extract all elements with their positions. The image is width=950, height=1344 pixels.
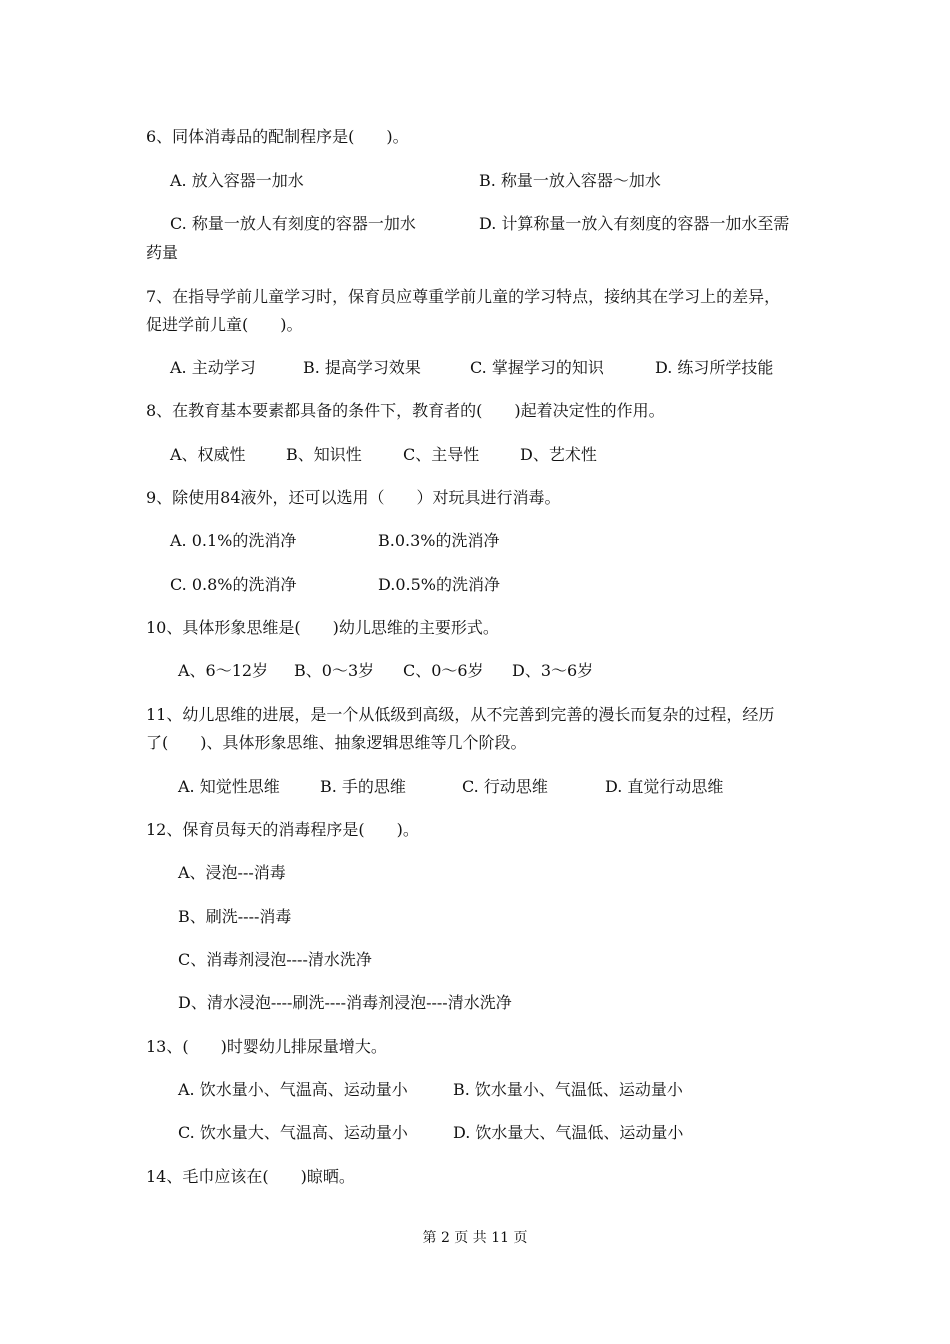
option: B.0.3%的洗消净 [378, 531, 500, 550]
page-number: 第 2 页 共 11 页 [422, 1230, 528, 1246]
option: C. 0.8%的洗消净 [170, 575, 297, 594]
option: B、知识性 [286, 445, 362, 464]
option: D. 直觉行动思维 [605, 777, 724, 796]
option: D. 练习所学技能 [655, 358, 774, 377]
option: B、刷洗----消毒 [178, 907, 292, 926]
question-14: 14、毛巾应该在( )晾晒。 [146, 1167, 355, 1186]
option: A、浸泡---消毒 [178, 863, 286, 882]
question-12: 12、保育员每天的消毒程序是( )。 [146, 820, 419, 839]
option: C、0～6岁 [403, 661, 484, 680]
option: A. 放入容器一加水 [170, 171, 304, 190]
question-8: 8、在教育基本要素都具备的条件下，教育者的( )起着决定性的作用。 [146, 401, 665, 420]
option: A. 0.1%的洗消净 [170, 531, 297, 550]
question-7: 7、在指导学前儿童学习时，保育员应尊重学前儿童的学习特点，接纳其在学习上的差异， [146, 287, 781, 306]
option: C. 掌握学习的知识 [470, 358, 604, 377]
option: B. 手的思维 [320, 777, 406, 796]
option: D、3～6岁 [512, 661, 594, 680]
option: C、消毒剂浸泡----清水洗净 [178, 950, 372, 969]
option: B. 称量一放入容器～加水 [479, 171, 661, 190]
option: A. 知觉性思维 [178, 777, 280, 796]
question-11: 11、幼儿思维的进展，是一个从低级到高级，从不完善到完善的漫长而复杂的过程，经历 [146, 705, 775, 724]
option: B. 提高学习效果 [303, 358, 421, 377]
question-10: 10、具体形象思维是( )幼儿思维的主要形式。 [146, 618, 499, 637]
option: C. 称量一放人有刻度的容器一加水 [170, 214, 416, 233]
question-11-continuation: 了( )、具体形象思维、抽象逻辑思维等几个阶段。 [146, 733, 527, 752]
option-continuation: 药量 [146, 243, 179, 262]
question-9: 9、除使用84液外，还可以选用（ ）对玩具进行消毒。 [146, 488, 561, 507]
option: A、权威性 [170, 445, 246, 464]
option: B. 饮水量小、气温低、运动量小 [453, 1080, 683, 1099]
option: C. 行动思维 [462, 777, 548, 796]
option: B、0～3岁 [294, 661, 375, 680]
option: D、清水浸泡----刷洗----消毒剂浸泡----清水洗净 [178, 993, 512, 1012]
option: D、艺术性 [520, 445, 597, 464]
question-6: 6、同体消毒品的配制程序是( )。 [146, 127, 409, 146]
option: A. 饮水量小、气温高、运动量小 [178, 1080, 408, 1099]
option: A、6～12岁 [178, 661, 269, 680]
option: D. 饮水量大、气温低、运动量小 [453, 1123, 684, 1142]
option: C. 饮水量大、气温高、运动量小 [178, 1123, 408, 1142]
option: D. 计算称量一放入有刻度的容器一加水至需 [479, 214, 790, 233]
option: C、主导性 [403, 445, 480, 464]
option: D.0.5%的洗消净 [378, 575, 500, 594]
question-13: 13、( )时婴幼儿排尿量增大。 [146, 1037, 387, 1056]
question-7-continuation: 促进学前儿童( )。 [146, 315, 303, 334]
option: A. 主动学习 [170, 358, 256, 377]
